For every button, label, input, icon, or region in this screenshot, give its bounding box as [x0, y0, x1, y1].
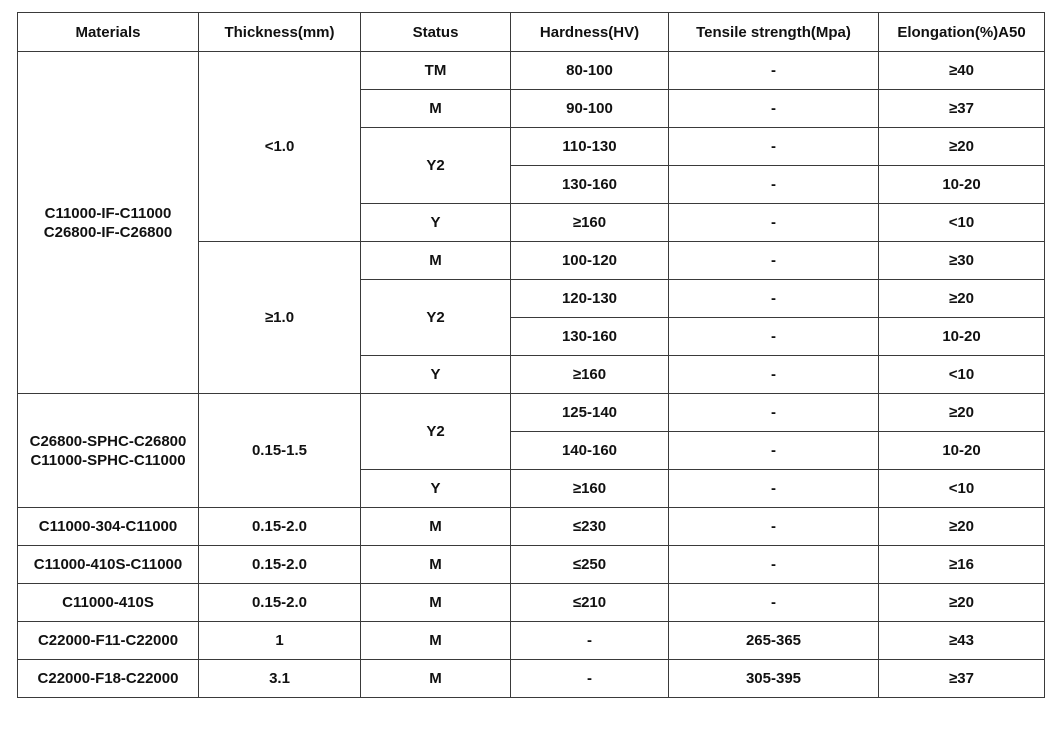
table-body — [18, 52, 1045, 698]
thickness-cell: 0.15-1.5 — [199, 394, 361, 508]
tensile-strength-cell: - — [669, 242, 879, 280]
elongation-cell: 10-20 — [879, 166, 1045, 204]
tensile-strength-cell: - — [669, 470, 879, 508]
tensile-strength-cell: - — [669, 128, 879, 166]
material-name: C11000-IF-C11000 — [44, 204, 172, 222]
status-cell: Y — [361, 356, 511, 394]
tensile-strength-cell: - — [669, 356, 879, 394]
hardness-cell: ≤230 — [511, 508, 669, 546]
material-name: C11000-SPHC-C11000 — [30, 451, 186, 469]
status-cell: M — [361, 90, 511, 128]
elongation-cell: <10 — [879, 470, 1045, 508]
header-row — [18, 13, 1045, 52]
status-cell: Y — [361, 470, 511, 508]
materials-cell — [18, 660, 199, 698]
status-cell: Y2 — [361, 128, 511, 204]
table-row — [18, 394, 1045, 432]
table-row — [18, 546, 1045, 584]
elongation-cell: ≥37 — [879, 660, 1045, 698]
hardness-cell: 110-130 — [511, 128, 669, 166]
hardness-cell: 100-120 — [511, 242, 669, 280]
header-tensile-strength: Tensile strength(Mpa) — [669, 13, 879, 52]
header-hardness: Hardness(HV) — [511, 13, 669, 52]
material-name: C26800-SPHC-C26800 — [29, 432, 187, 450]
elongation-cell: ≥30 — [879, 242, 1045, 280]
materials-cell — [18, 546, 199, 584]
table-row — [18, 584, 1045, 622]
elongation-cell: <10 — [879, 356, 1045, 394]
header-thickness: Thickness(mm) — [199, 13, 361, 52]
tensile-strength-cell: - — [669, 90, 879, 128]
tensile-strength-cell: - — [669, 394, 879, 432]
material-properties-table — [17, 12, 1045, 698]
status-cell: M — [361, 508, 511, 546]
tensile-strength-cell: - — [669, 52, 879, 90]
hardness-cell: 125-140 — [511, 394, 669, 432]
tensile-strength-cell: - — [669, 584, 879, 622]
elongation-cell: ≥43 — [879, 622, 1045, 660]
thickness-cell: ≥1.0 — [199, 242, 361, 394]
materials-cell — [18, 622, 199, 660]
material-name: C11000-304-C11000 — [38, 518, 178, 535]
material-name: C11000-410S-C11000 — [33, 556, 183, 573]
status-cell: M — [361, 546, 511, 584]
hardness-cell: ≤250 — [511, 546, 669, 584]
header-status: Status — [361, 13, 511, 52]
status-cell: Y2 — [361, 280, 511, 356]
tensile-strength-cell: - — [669, 318, 879, 356]
thickness-cell: 0.15-2.0 — [199, 546, 361, 584]
thickness-cell: 1 — [199, 622, 361, 660]
status-cell: TM — [361, 52, 511, 90]
material-name: C22000-F18-C22000 — [37, 670, 179, 687]
elongation-cell: ≥20 — [879, 394, 1045, 432]
materials-cell — [18, 52, 199, 394]
hardness-cell: ≥160 — [511, 470, 669, 508]
table-row — [18, 508, 1045, 546]
status-cell: Y — [361, 204, 511, 242]
hardness-cell: 120-130 — [511, 280, 669, 318]
status-cell: Y2 — [361, 394, 511, 470]
elongation-cell: ≥20 — [879, 508, 1045, 546]
status-cell: M — [361, 622, 511, 660]
hardness-cell: - — [511, 622, 669, 660]
table-row — [18, 660, 1045, 698]
elongation-cell: ≥20 — [879, 584, 1045, 622]
hardness-cell: ≥160 — [511, 204, 669, 242]
elongation-cell: 10-20 — [879, 318, 1045, 356]
tensile-strength-cell: - — [669, 546, 879, 584]
elongation-cell: 10-20 — [879, 432, 1045, 470]
materials-cell — [18, 394, 199, 508]
elongation-cell: ≥20 — [879, 128, 1045, 166]
hardness-cell: 140-160 — [511, 432, 669, 470]
materials-cell — [18, 508, 199, 546]
tensile-strength-cell: 305-395 — [669, 660, 879, 698]
tensile-strength-cell: - — [669, 204, 879, 242]
material-name: C22000-F11-C22000 — [37, 632, 179, 649]
material-name: C11000-410S — [62, 594, 154, 611]
thickness-cell: 3.1 — [199, 660, 361, 698]
status-cell: M — [361, 584, 511, 622]
material-name: C26800-IF-C26800 — [43, 223, 173, 241]
tensile-strength-cell: - — [669, 166, 879, 204]
materials-cell — [18, 584, 199, 622]
hardness-cell: ≤210 — [511, 584, 669, 622]
thickness-cell: 0.15-2.0 — [199, 508, 361, 546]
table-row — [18, 622, 1045, 660]
table-row — [18, 52, 1045, 90]
elongation-cell: ≥16 — [879, 546, 1045, 584]
thickness-cell: 0.15-2.0 — [199, 584, 361, 622]
tensile-strength-cell: 265-365 — [669, 622, 879, 660]
elongation-cell: ≥20 — [879, 280, 1045, 318]
header-materials: Materials — [18, 13, 199, 52]
hardness-cell: - — [511, 660, 669, 698]
tensile-strength-cell: - — [669, 280, 879, 318]
tensile-strength-cell: - — [669, 508, 879, 546]
hardness-cell: 130-160 — [511, 166, 669, 204]
hardness-cell: 130-160 — [511, 318, 669, 356]
hardness-cell: 80-100 — [511, 52, 669, 90]
status-cell: M — [361, 660, 511, 698]
tensile-strength-cell: - — [669, 432, 879, 470]
status-cell: M — [361, 242, 511, 280]
header-elongation: Elongation(%)A50 — [879, 13, 1045, 52]
elongation-cell: ≥40 — [879, 52, 1045, 90]
hardness-cell: 90-100 — [511, 90, 669, 128]
hardness-cell: ≥160 — [511, 356, 669, 394]
elongation-cell: ≥37 — [879, 90, 1045, 128]
thickness-cell: <1.0 — [199, 52, 361, 242]
elongation-cell: <10 — [879, 204, 1045, 242]
